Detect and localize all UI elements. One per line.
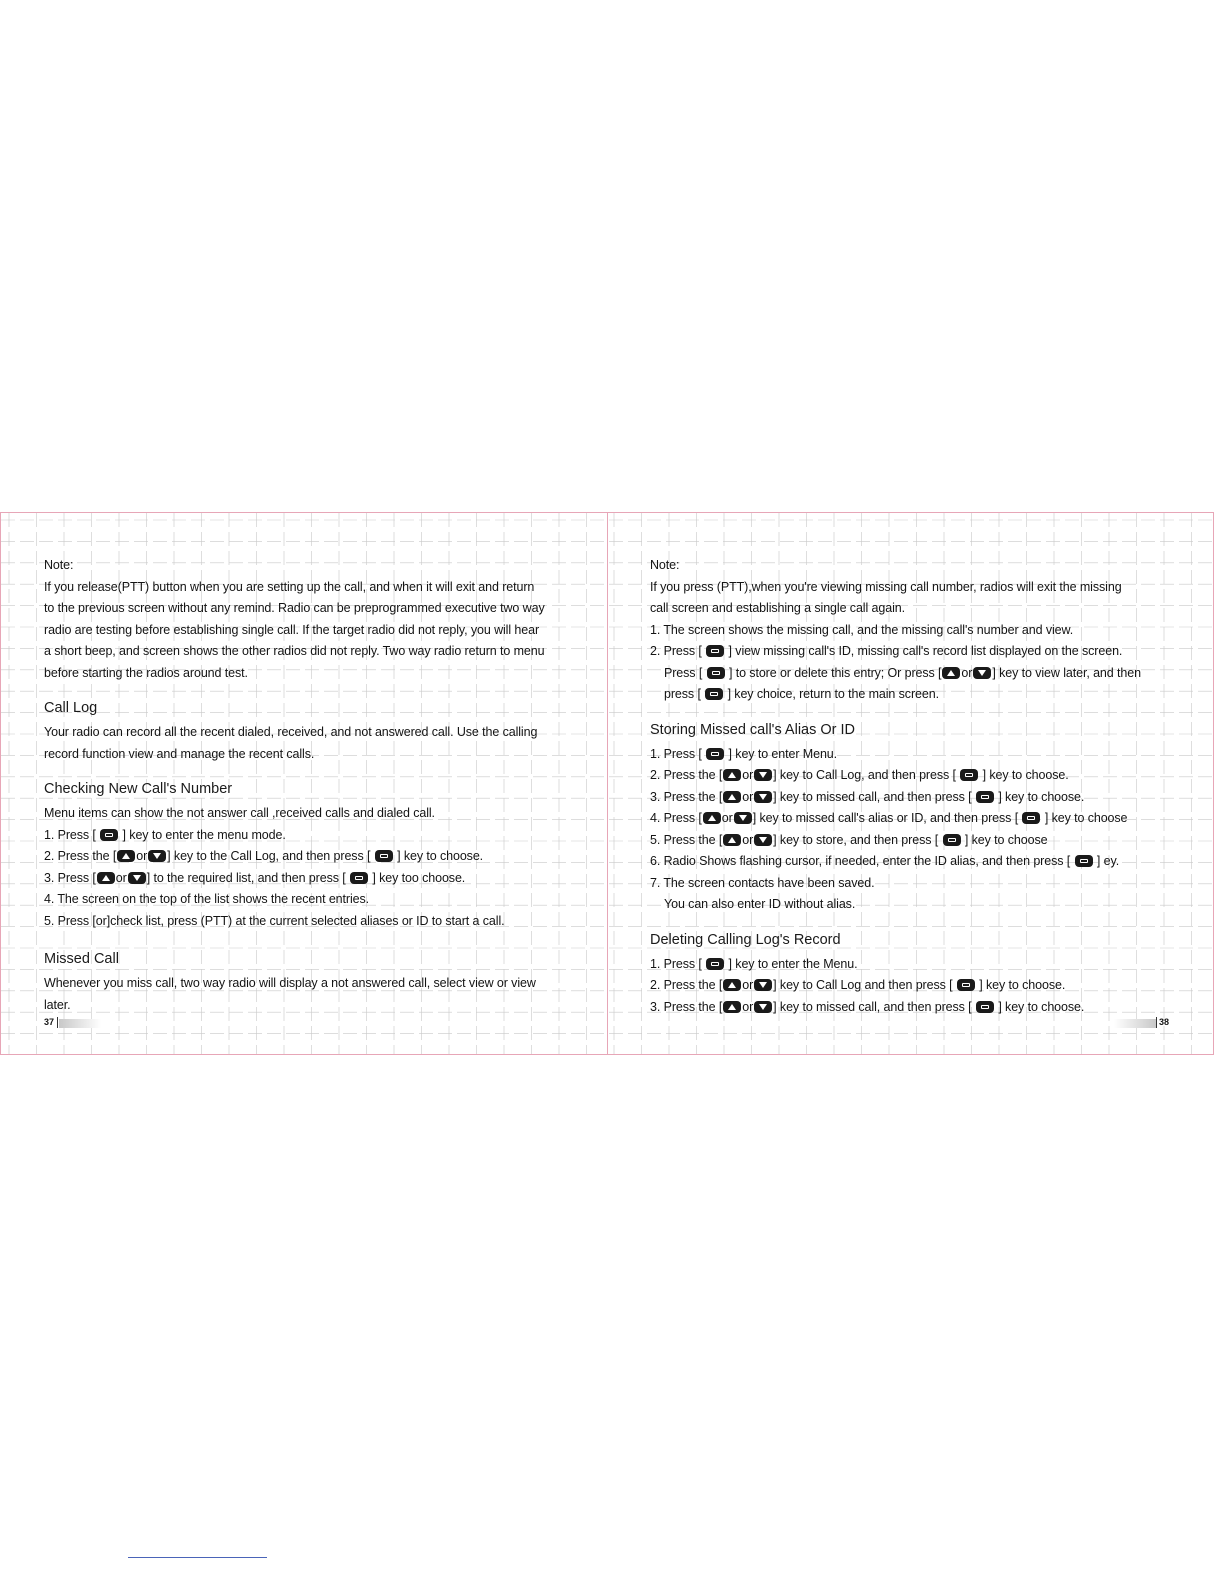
storing-step-4: [650, 808, 1174, 830]
missed-call-heading: Missed Call: [44, 951, 119, 967]
call-log-line: record function view and manage the recent calls.: [44, 746, 315, 761]
menu-key-icon: [350, 872, 368, 884]
storing-step-7-continued: You can also enter ID without alias.: [664, 897, 856, 911]
step-text: ] key to choose: [1044, 811, 1128, 825]
step-text: 5. Press the [: [650, 832, 723, 847]
step-text: 3. Press the [: [650, 789, 723, 804]
step-text: ] ey.: [1096, 854, 1120, 868]
missed-step-2-continued: [650, 684, 1174, 706]
down-arrow-key-icon: [754, 979, 772, 991]
down-arrow-key-icon: [128, 872, 146, 884]
footer-underline: [128, 1557, 267, 1558]
step-text: ] key too choose.: [372, 870, 466, 885]
step-text: 4. Press [: [650, 811, 702, 825]
missed-step-1: 1. The screen shows the missing call, and the missing call's number and view.: [650, 622, 1074, 637]
menu-key-icon: [1022, 812, 1040, 824]
step-text: ] key to choose.: [998, 789, 1085, 804]
menu-key-icon: [957, 979, 975, 991]
step-text: Press [: [664, 665, 703, 680]
menu-key-icon: [375, 850, 393, 862]
up-arrow-key-icon: [97, 872, 115, 884]
step-text: 6. Radio Shows flashing cursor, if needed, enter the ID alias, and then press [: [650, 854, 1071, 868]
call-log-heading: Call Log: [44, 700, 98, 716]
page-number-right: 38: [1159, 1017, 1170, 1027]
checking-step-3: [44, 868, 580, 890]
menu-key-icon: [943, 834, 961, 846]
deleting-step-3: [650, 997, 1174, 1019]
up-arrow-key-icon: [703, 812, 721, 824]
note-line: before starting the radios around test.: [44, 665, 248, 680]
step-text: or: [742, 832, 754, 847]
up-arrow-key-icon: [723, 979, 741, 991]
step-text: 1. Press [: [650, 956, 702, 971]
step-text: ] key to enter Menu.: [728, 746, 838, 761]
missed-call-line: Whenever you miss call, two way radio will display a not answered call, select view or view: [44, 976, 536, 990]
footer-fade-bar: [1114, 1019, 1156, 1028]
left-page: [44, 555, 580, 1016]
step-text: 2. Press the [: [650, 768, 723, 782]
down-arrow-key-icon: [734, 812, 752, 824]
missed-call-line: later.: [44, 997, 71, 1012]
storing-step-6: [650, 851, 1174, 873]
note-line: call screen and establishing a single call again.: [650, 601, 905, 615]
step-text: or: [136, 849, 148, 863]
up-arrow-key-icon: [117, 850, 135, 862]
step-text: or: [721, 811, 733, 825]
up-arrow-key-icon: [942, 667, 960, 679]
call-log-line: Your radio can record all the recent dialed, received, and not answered call. Use the calling: [44, 725, 538, 739]
step-text: ] key to the Call Log, and then press [: [167, 849, 371, 863]
step-text: 2. Press the [: [44, 849, 117, 863]
storing-step-1: [650, 744, 1174, 766]
down-arrow-key-icon: [148, 850, 166, 862]
menu-key-icon: [976, 1001, 994, 1013]
step-text: 3. Press the [: [650, 999, 723, 1014]
step-text: ] key choice, return to the main screen.: [727, 687, 939, 701]
checking-intro: Menu items can show the not answer call ,received calls and dialed call.: [44, 806, 435, 820]
menu-key-icon: [706, 748, 724, 760]
up-arrow-key-icon: [723, 834, 741, 846]
menu-key-icon: [100, 829, 118, 841]
step-text: ] key to choose.: [397, 849, 484, 863]
checking-heading: Checking New Call's Number: [44, 781, 233, 797]
step-text: ] key to choose.: [979, 978, 1066, 992]
step-text: ] key to missed call, and then press [: [773, 999, 972, 1014]
step-text: ] key to Call Log, and then press [: [773, 768, 956, 782]
storing-step-2: [650, 765, 1174, 787]
right-page: [650, 555, 1174, 1018]
down-arrow-key-icon: [754, 791, 772, 803]
step-text: ] key to missed call, and then press [: [773, 789, 972, 804]
step-text: or: [742, 768, 754, 782]
manual-spread: [0, 512, 1214, 1055]
deleting-step-2: [650, 975, 1174, 997]
down-arrow-key-icon: [754, 1001, 772, 1013]
note-line: to the previous screen without any remind. Radio can be preprogrammed executive two way: [44, 601, 545, 615]
footer-fade-bar: [59, 1019, 101, 1028]
storing-step-3: [650, 787, 1174, 809]
note-line: radio are testing before establishing single call. If the target radio did not reply, you will hear: [44, 622, 540, 637]
step-text: ] to store or delete this entry; Or press [: [728, 665, 942, 680]
menu-key-icon: [976, 791, 994, 803]
up-arrow-key-icon: [723, 791, 741, 803]
note-line: If you press (PTT),when you're viewing missing call number, radios will exit the missing: [650, 579, 1122, 594]
menu-key-icon: [1075, 855, 1093, 867]
step-text: 2. Press [: [650, 644, 702, 658]
menu-key-icon: [960, 769, 978, 781]
note-line: If you release(PTT) button when you are setting up the call, and when it will exit and return: [44, 579, 535, 594]
storing-heading: Storing Missed call's Alias Or ID: [650, 721, 856, 738]
step-text: or: [742, 978, 754, 992]
step-text: ] to the required list, and then press [: [146, 870, 346, 885]
step-text: ] key to store, and then press [: [773, 832, 939, 847]
deleting-step-1: [650, 954, 1174, 976]
step-text: ] key to Call Log and then press [: [773, 978, 953, 992]
page-number-left: 37: [44, 1017, 55, 1027]
checking-step-1: [44, 825, 580, 847]
menu-key-icon: [705, 688, 723, 700]
step-text: or: [115, 870, 127, 885]
step-text: 2. Press the [: [650, 978, 723, 992]
step-text: ] key to choose.: [998, 999, 1085, 1014]
step-text: press [: [664, 687, 701, 701]
step-text: or: [742, 999, 754, 1014]
step-text: ] key to enter the menu mode.: [122, 827, 286, 842]
down-arrow-key-icon: [754, 769, 772, 781]
down-arrow-key-icon: [754, 834, 772, 846]
checking-step-2: [44, 846, 580, 868]
storing-step-5: [650, 830, 1174, 852]
storing-step-7: 7. The screen contacts have been saved.: [650, 875, 875, 890]
step-text: ] key to choose.: [982, 768, 1069, 782]
up-arrow-key-icon: [723, 1001, 741, 1013]
menu-key-icon: [706, 958, 724, 970]
missed-step-2: [650, 641, 1174, 663]
checking-step-4: 4. The screen on the top of the list shows the recent entries.: [44, 892, 370, 906]
note-heading: Note:: [650, 558, 680, 572]
step-text: ] key to view later, and then: [992, 665, 1141, 680]
missed-step-2-continued: [650, 663, 1174, 685]
center-fold: [607, 513, 608, 1054]
menu-key-icon: [707, 667, 725, 679]
step-text: or: [742, 789, 754, 804]
step-text: ] key to choose: [964, 832, 1048, 847]
checking-step-5: 5. Press [or]check list, press (PTT) at the current selected aliases or ID to start a call.: [44, 913, 505, 928]
page-number-divider: [1156, 1017, 1157, 1028]
menu-key-icon: [706, 645, 724, 657]
down-arrow-key-icon: [973, 667, 991, 679]
step-text: ] key to enter the Menu.: [728, 956, 858, 971]
step-text: 3. Press [: [44, 870, 96, 885]
step-text: ] key to missed call's alias or ID, and then press [: [752, 811, 1019, 825]
page-number-divider: [57, 1017, 58, 1028]
note-heading: Note:: [44, 558, 74, 572]
step-text: ] view missing call's ID, missing call's record list displayed on the screen.: [728, 644, 1123, 658]
up-arrow-key-icon: [723, 769, 741, 781]
note-line: a short beep, and screen shows the other radios did not reply. Two way radio return to menu: [44, 644, 545, 658]
step-text: 1. Press [: [44, 827, 96, 842]
step-text: 1. Press [: [650, 746, 702, 761]
deleting-heading: Deleting Calling Log's Record: [650, 931, 841, 948]
step-text: or: [961, 665, 973, 680]
